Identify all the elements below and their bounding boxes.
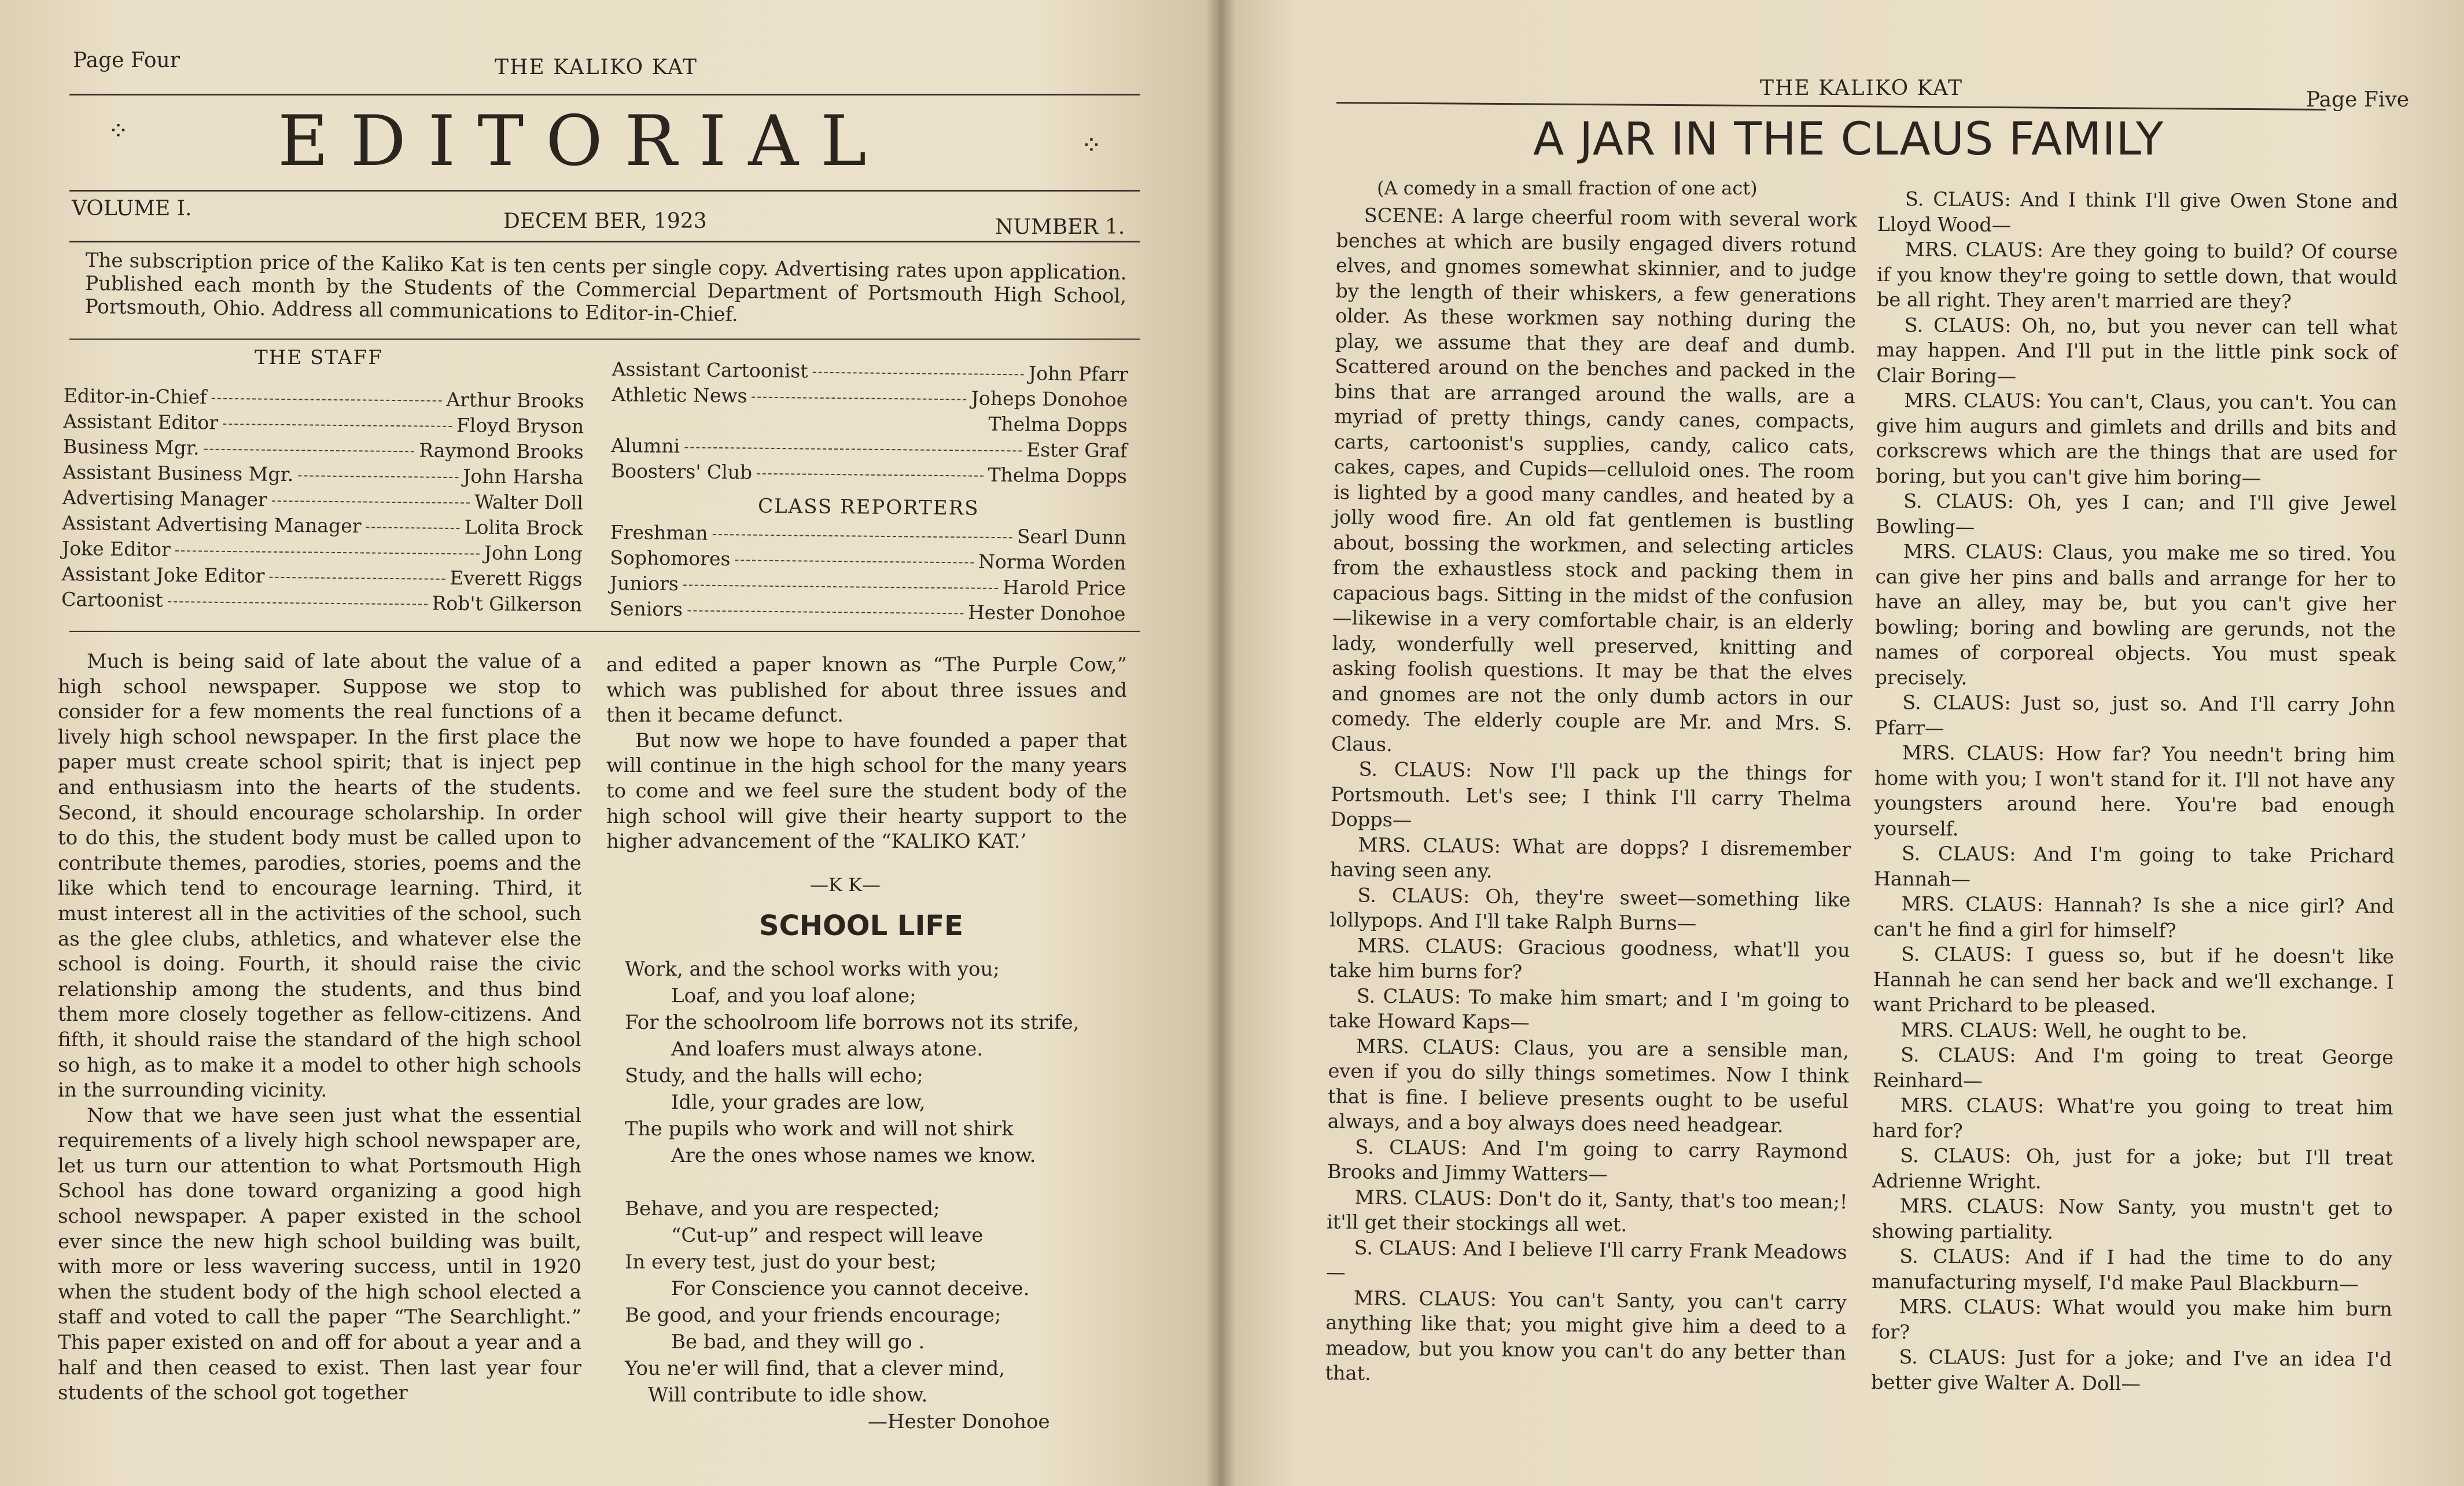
staff-name: Everett Riggs bbox=[450, 567, 583, 591]
play-paragraph: MRS. CLAUS: You can't Santy, you can't carry anything like that; you might give him a deed to a meadow, but you know you can't do any better than that. bbox=[1325, 1286, 1847, 1385]
staff-role: Advertising Manager bbox=[62, 485, 268, 511]
reporters-heading: CLASS REPORTERS bbox=[757, 494, 979, 520]
poem-line: For the schoolroom life borrows not its strife, bbox=[625, 1011, 1080, 1034]
staff-name: Rob't Gilkerson bbox=[432, 591, 583, 616]
leader-dashes bbox=[687, 610, 963, 614]
reporter-name: Searl Dunn bbox=[1016, 525, 1126, 549]
play-paragraph: MRS. CLAUS: Now Santy, you mustn't get to showing partiality. bbox=[1872, 1194, 2393, 1244]
date-rule bbox=[69, 241, 1140, 242]
reporter-name: Hester Donohoe bbox=[967, 601, 1126, 626]
staff-role: Boosters' Club bbox=[610, 459, 753, 484]
staff-name: John Long bbox=[484, 541, 583, 565]
ornament-left: ⁘ bbox=[108, 116, 129, 146]
editorial-paragraph: But now we hope to have founded a paper that will continue in the high school for the many years to come and we feel sure the student body of the high school will give their hearty support to the higher advancement of the “KALIKO KAT.’ bbox=[606, 729, 1127, 854]
reporter-row bbox=[609, 597, 1125, 628]
staff-role: Assistant Advertising Manager bbox=[62, 511, 362, 538]
play-paragraph: S. CLAUS: Just for a joke; and I've an idea I'd better give Walter A. Doll— bbox=[1871, 1345, 2392, 1395]
staff-name: Ester Graf bbox=[1026, 438, 1128, 462]
leader-dashes bbox=[223, 424, 452, 427]
left-page bbox=[0, 0, 1221, 1486]
staff-role: Assistant Joke Editor bbox=[61, 562, 265, 587]
play-paragraph: S. CLAUS: And I think I'll give Owen Stone and Lloyd Wood— bbox=[1877, 187, 2398, 236]
leader-dashes bbox=[168, 601, 428, 605]
play-column-2 bbox=[1871, 186, 2398, 1397]
header-rule-right bbox=[1336, 102, 2326, 111]
editorial-paragraph: Much is being said of late about the value of a high school newspaper. Suppose we stop to consider for a few moments the real functions of a lively high school newspaper. In the first place the paper must create school spirit; that is inject pep and enthusiasm into the hearts of the students. Second, it should encourage scholarship. In order to do this, the student body must be called upon to contribute themes, parodies, stories, poems and the like which tend to encourage learning. Third, it must interest all in the activities of the school, such as the glee clubs, athletics, and whatever else the school is doing. Fourth, it should raise the civic relationship among the students, and thus bind them more closely together as fellow-citizens. And fifth, it should raise the standard of the high school so high, as to make it a model to other high schools in the surrounding vicinity. bbox=[58, 650, 581, 1102]
poem-line bbox=[625, 1169, 1146, 1196]
editorial-masthead: EDITORIAL bbox=[278, 101, 889, 182]
play-paragraph: MRS. CLAUS: What're you going to treat him hard for? bbox=[1872, 1094, 2393, 1142]
staff-role: Alumni bbox=[611, 433, 680, 458]
play-paragraph: MRS. CLAUS: How far? You needn't bring him home with you; I won't stand for it. I'll not have any youngsters around here. You're bad enough yourself. bbox=[1874, 741, 2395, 840]
staff-row bbox=[61, 588, 582, 619]
reporter-name: Norma Worden bbox=[978, 550, 1126, 575]
play-paragraph: S. CLAUS: Oh, they're sweet—something like lollypops. And I'll take Ralph Burns— bbox=[1329, 883, 1851, 935]
play-paragraph: S. CLAUS: Oh, yes I can; and I'll give Jewel Bowling— bbox=[1875, 490, 2397, 538]
poem-line: Idle, your grades are low, bbox=[671, 1091, 926, 1114]
editorial-column-1 bbox=[58, 649, 581, 1406]
poem-line: Be good, and your friends encourage; bbox=[625, 1304, 1001, 1327]
poem-line: Are the ones whose names we know. bbox=[671, 1144, 1036, 1167]
leader-dashes bbox=[735, 560, 974, 563]
staff-role: Joke Editor bbox=[61, 536, 171, 561]
play-paragraph: MRS. CLAUS: Claus, you are a sensible man, even if you do silly things sometimes. Now I think that is fine. I believe presents ought to be useful always, and a boy always does need headgear. bbox=[1327, 1034, 1850, 1137]
play-paragraph: S. CLAUS: And if I had the time to do any manufacturing myself, I'd make Paul Blackburn— bbox=[1871, 1245, 2393, 1295]
editorial-column-2 bbox=[606, 653, 1127, 855]
issue-number: NUMBER 1. bbox=[995, 215, 1125, 239]
play-paragraph: SCENE: A large cheerful room with several work benches at which are busily engaged divers rotund elves, and gnomes somewhat skinnier, and to judge by the length of their whiskers, a few generations older. As these workmen say nothing during the play, we assume that they are deaf and dumb. Scattered around on the benches and packed in the bins that are arranged around the walls, are a myriad of pretty things, candy canes, compacts, carts, cartoonist's supplies, candy, calico cats, cakes, capes, and Cupids—celluloid ones. The room is lighted by a good many candles, and heated by a jolly wood fire. An old fat gentlemen is bustling about, bossing the workmen, and selecting articles from the exhaustless stock and packing them in capacious bags. Sitting in the midst of the confusion—likewise in a very comfortable chair, is an elderly lady, wonderfully well preserved, knitting and asking foolish questions. It may be that the elves and gnomes are not the only dumb actors in our comedy. The elderly couple are Mr. and Mrs. S. Claus. bbox=[1331, 204, 1857, 756]
reporter-class: Freshman bbox=[610, 520, 708, 545]
staff-name: John Pfarr bbox=[1028, 362, 1128, 386]
reporter-class: Sophomores bbox=[610, 546, 731, 571]
play-paragraph: S. CLAUS: I guess so, but if he doesn't like Hannah he can send her back and we'll exchange. I want Prichard to be pleased. bbox=[1873, 943, 2395, 1017]
play-paragraph: MRS. CLAUS: Hannah? Is she a nice girl? And can't he find a girl for himself? bbox=[1873, 892, 2395, 942]
masthead-rule bbox=[69, 190, 1140, 192]
poem-line: Will contribute to idle show. bbox=[648, 1384, 928, 1407]
poem-line: Study, and the halls will echo; bbox=[625, 1064, 923, 1087]
staff-list-right bbox=[609, 358, 1128, 628]
play-paragraph: S. CLAUS: Just so, just so. And I'll carry John Pfarr— bbox=[1874, 691, 2396, 740]
staff-name: Joheps Donohoe bbox=[971, 387, 1128, 411]
poem-line: “Cut-up” and respect will leave bbox=[671, 1224, 984, 1247]
staff-name: Floyd Bryson bbox=[456, 414, 584, 438]
play-subtitle: (A comedy in a small fraction of one act) bbox=[1377, 177, 1758, 199]
subscription-notice: The subscription price of the Kaliko Kat is ten cents per single copy. Advertising rates upon application. Published each month by the Students of the Commercial Department of Portsmouth High School, Portsmouth, Ohio. Address all communications to Editor-in-Chief. bbox=[84, 249, 1127, 326]
leader-dashes bbox=[366, 527, 459, 529]
paper-title-left: THE KALIKO KAT bbox=[495, 56, 698, 79]
staff-role: Editor-in-Chief bbox=[63, 384, 207, 409]
poem-line: And loafers must always atone. bbox=[671, 1038, 984, 1061]
staff-name: Thelma Dopps bbox=[988, 412, 1128, 437]
play-paragraph: MRS. CLAUS: Well, he ought to be. bbox=[1901, 1018, 2248, 1043]
play-paragraph: MRS. CLAUS: Claus, you make me so tired. You can give her pins and balls and arrange for her to have an alley, may be, but you can't give her bowling; boring and bowling are gerunds, not the names of corporeal objects. You must speak precisely. bbox=[1874, 540, 2396, 689]
staff-name: Arthur Brooks bbox=[446, 388, 584, 413]
issue-date: DECEM BER, 1923 bbox=[503, 209, 707, 233]
header-rule bbox=[69, 94, 1140, 95]
reporter-name: Harold Price bbox=[1002, 576, 1126, 600]
reporter-class: Juniors bbox=[609, 571, 679, 595]
play-paragraph: S. CLAUS: Now I'll pack up the things for Portsmouth. Let's see; I think I'll carry Thelma Dopps— bbox=[1330, 757, 1852, 832]
play-paragraph: S. CLAUS: And I'm going to carry Raymond Brooks and Jimmy Watters— bbox=[1327, 1135, 1848, 1186]
staff-name: John Harsha bbox=[462, 465, 584, 489]
staff-name: Walter Doll bbox=[474, 490, 584, 514]
section-separator: —K K— bbox=[810, 874, 881, 896]
leader-dashes bbox=[298, 475, 458, 478]
staff-role: Athletic News bbox=[612, 382, 747, 407]
staff-heading: THE STAFF bbox=[255, 346, 383, 369]
right-page bbox=[1221, 0, 2464, 1486]
poem-line: You ne'er will find, that a clever mind, bbox=[625, 1357, 1006, 1380]
leader-dashes bbox=[712, 534, 1012, 538]
staff-row bbox=[611, 459, 1127, 490]
play-paragraph: MRS. CLAUS: What are dopps? I disremember having seen any. bbox=[1329, 833, 1851, 882]
poem bbox=[625, 956, 1146, 1435]
play-paragraph: S. CLAUS: And I believe I'll carry Frank Meadows— bbox=[1326, 1235, 1847, 1284]
leader-dashes bbox=[683, 584, 998, 589]
staff-name: Thelma Dopps bbox=[988, 463, 1128, 488]
poem-line: Be bad, and they will go . bbox=[671, 1330, 925, 1353]
staff-list bbox=[61, 384, 584, 619]
staff-name: Raymond Brooks bbox=[418, 439, 584, 464]
poem-line: For Conscience you cannot deceive. bbox=[671, 1277, 1030, 1300]
staff-role: Business Mgr. bbox=[62, 435, 200, 459]
volume-label: VOLUME I. bbox=[72, 197, 192, 220]
reporter-class: Seniors bbox=[609, 597, 683, 621]
poem-line: The pupils who work and will not shirk bbox=[625, 1117, 1014, 1141]
leader-dashes bbox=[752, 397, 967, 400]
poem-line: Loaf, and you loaf alone; bbox=[671, 984, 916, 1007]
play-paragraph: MRS. CLAUS: You can't, Claus, you can't. You can give him augurs and gimlets and drills and bits and corkscrews which are the things that are used for boring, but you can't give him boring— bbox=[1876, 389, 2397, 489]
staff-name: Lolita Brock bbox=[464, 516, 583, 540]
leader-dashes bbox=[175, 550, 480, 555]
editorial-paragraph: and edited a paper known as “The Purple Cow,” which was published for about three issues and then it became defunct. bbox=[606, 653, 1127, 727]
play-paragraph: S. CLAUS: And I'm going to treat George Reinhard— bbox=[1872, 1043, 2394, 1092]
staff-role: Assistant Cartoonist bbox=[612, 358, 808, 382]
play-paragraph: MRS. CLAUS: Gracious goodness, what'll you take him burns for? bbox=[1329, 933, 1850, 984]
play-paragraph: MRS. CLAUS: Are they going to build? Of course if you know they're going to settle down, that would be all right. They aren't married are they? bbox=[1876, 238, 2398, 313]
leader-dashes bbox=[757, 473, 983, 477]
staff-role: Assistant Business Mgr. bbox=[62, 460, 294, 486]
leader-dashes bbox=[204, 449, 415, 453]
staff-role: Cartoonist bbox=[61, 587, 164, 612]
poem-line: In every test, just do your best; bbox=[625, 1250, 937, 1274]
play-paragraph: S. CLAUS: To make him smart; and I 'm going to take Howard Kaps— bbox=[1328, 984, 1850, 1034]
staff-role: Assistant Editor bbox=[63, 409, 219, 434]
play-title: A JAR IN THE CLAUS FAMILY bbox=[1533, 113, 2164, 165]
leader-dashes bbox=[813, 372, 1024, 376]
poem-author: —Hester Donohoe bbox=[868, 1410, 1050, 1433]
play-column-1 bbox=[1325, 203, 1857, 1391]
play-paragraph: S. CLAUS: Oh, just for a joke; but I'll treat Adrienne Wright. bbox=[1872, 1144, 2393, 1193]
play-paragraph: MRS. CLAUS: Don't do it, Santy, that's too mean;! it'll get their stockings all wet. bbox=[1326, 1185, 1848, 1236]
poem-title: SCHOOL LIFE bbox=[759, 910, 963, 942]
poem-line: Behave, and you are respected; bbox=[625, 1197, 940, 1220]
play-paragraph: S. CLAUS: And I'm going to take Prichard Hannah— bbox=[1873, 842, 2395, 891]
leader-dashes bbox=[211, 398, 441, 402]
page-number-right: Page Five bbox=[2306, 88, 2409, 112]
page-number-left: Page Four bbox=[73, 49, 180, 72]
ornament-right: ⁘ bbox=[1081, 131, 1102, 160]
editorial-paragraph: Now that we have seen just what the essential requirements of a lively high school newspaper are, let us turn our attention to what Portsmouth High School has done toward organizing a good high school newspaper. A paper existed in the school ever since the new high school building was built, with more or less wavering success, until in 1920 when the student body of the high school elected a staff and voted to call the paper “The Searchlight.” This paper existed on and off for about a year and a half and then ceased to exist. Then last year four students of the school got together bbox=[58, 1104, 581, 1405]
paper-title-right: THE KALIKO KAT bbox=[1760, 76, 1964, 100]
leader-dashes bbox=[269, 577, 445, 580]
play-paragraph: MRS. CLAUS: What would you make him burn for? bbox=[1871, 1295, 2392, 1343]
leader-dashes bbox=[272, 501, 470, 504]
page-gutter bbox=[1206, 0, 1235, 1486]
staff-top-rule bbox=[69, 339, 1140, 340]
leader-dashes bbox=[684, 447, 1022, 451]
play-paragraph: S. CLAUS: Oh, no, but you never can tell what may happen. And I'll put in the little pink sock of Clair Boring— bbox=[1876, 313, 2397, 387]
staff-bottom-rule bbox=[69, 631, 1140, 632]
poem-line: Work, and the school works with you; bbox=[625, 958, 1000, 981]
